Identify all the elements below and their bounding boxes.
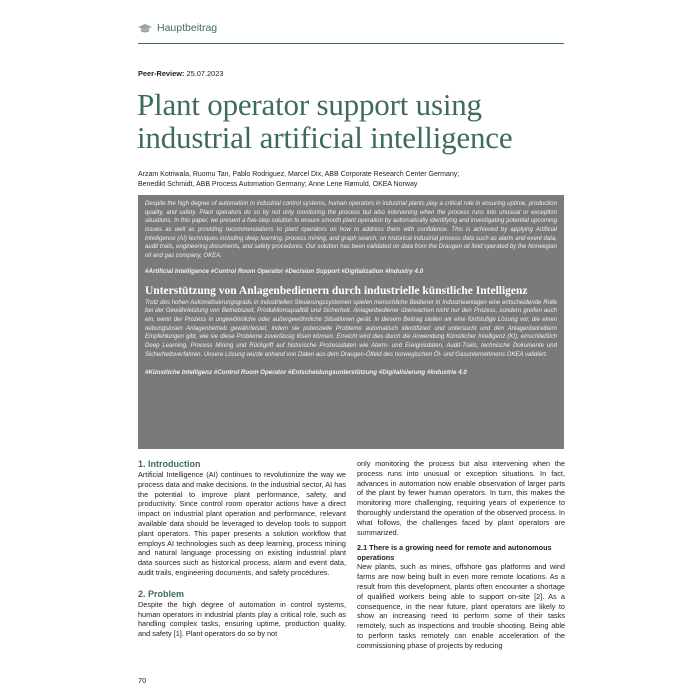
keywords-english: #Artificial Intelligence #Control Room Operator #Decision Support #Digitalization #Industry 4.0 (145, 267, 424, 275)
subsection-text: New plants, such as mines, offshore gas platforms and wind farms are now being built in even more remote locations. As a result from this development, plants often encounter a shortage of qualified workers being able to support on-site [2]. As a consequence, in the near future, plant operators are likely to show an increasing need to perform some of their tasks remotely, such as inspections and trouble shooting. Being able to perform tasks remotely can enable acceleration of the commissioning phase of projects by reducing (357, 562, 565, 650)
peer-review-date: 25.07.2023 (186, 69, 224, 78)
graduation-cap-icon (138, 24, 152, 34)
page-number: 70 (138, 676, 147, 685)
introduction-heading: 1. Introduction (138, 459, 201, 469)
body-column-right (357, 459, 565, 651)
problem-heading: 2. Problem (138, 588, 185, 599)
authors-line-2: Benedikt Schmidt, ABB Process Automation Germany; Anne Lene Rømuld, OKEA Norway (138, 181, 418, 188)
body-column-left (138, 459, 346, 639)
keywords-german: #Künstliche Intelligenz #Control Room Operator #Entscheidungsunterstützung #Digitalisierung #Industrie 4.0 (145, 369, 467, 377)
header-divider (138, 43, 564, 44)
abstract-german-title: Unterstützung von Anlagenbedienern durch industrielle künstliche Intelligenz (145, 284, 528, 297)
authors (138, 170, 564, 190)
section-label: Hauptbeitrag (157, 22, 218, 34)
authors-line-1: Arzam Kotriwala, Ruomu Tan, Pablo Rodriguez, Marcel Dix, ABB Corporate Research Center Germany; (138, 171, 460, 178)
problem-text: Despite the high degree of automation in control systems, human operators in industrial plants play a critical role, such as handling complex tasks, ensuring uptime, production quality, and safety [1]. Plant operators do so by not (138, 599, 346, 639)
introduction-text: Artificial Intelligence (AI) continues to revolutionize the way we process data and make decisions. In the industrial sector, AI has the potential to improve plant performance, safety, and productivity. Since control room operator actions have a direct impact on industrial plant operation and performance, relevant available data should be leveraged to develop tools to support plant operators. This paper presents a solution workflow that employs AI technologies such as deep learning, process mining and natural language processing on existing industrial plant data sources such as historical process, alarm and event data, audit trails, engineering documents, and safety procedures. (138, 470, 346, 577)
article-title (137, 88, 567, 154)
article-title-line-1: Plant operator support using (137, 87, 482, 122)
peer-review-label: Peer-Review: (138, 69, 185, 78)
abstract-english: Despite the high degree of automation in industrial control systems, human operators in industrial plants play a critical role in ensuring uptime, production quality, and safety. Plant operators do so by not only monitoring the process but also intervening when the process runs into unusual or exception situations. In this paper, we present a five-step solution to ensure smooth plant operation by automatically identifying and investigating potential upcoming issues as well as providing recommendations to plant operators on how to address them with confidence. This is achieved by applying Artificial Intelligence (AI) techniques including deep learning, process mining, and graph search, on historical industrial process data such as alarm and event data, audit trails, engineering documents, and safety procedures. Our solution has been validated on data from the Draugen oil field operated by the Norwegian oil and gas company, OKEA. (145, 201, 557, 259)
section-header (138, 20, 564, 42)
abstract-german: Trotz des hohen Automatisierungsgrads in industriellen Steuerungssystemen spielen menschliche Bediener in Industrieanlagen eine entscheidende Rolle bei der Gewährleistung von Betriebszeit, Produktionsqualität und Sicherheit. Anlagenbediener überwachen nicht nur den Prozess, sondern greifen auch ein, wenn der Prozess in ungewöhnliche oder außergewöhnliche Situationen gerät. In diesem Beitrag stellen wir eine fünfstufige Lösung vor, die einen reibungslosen Anlagenbetrieb gewährleistet, indem sie potenzielle Probleme automatisch identifiziert und untersucht und den Anlagenbetreibern Empfehlungen gibt, wie sie diese Probleme zuverlässig lösen können. Erreicht wird dies durch die Anwendung Künstlicher Intelligenz (KI), einschließlich Deep Learning, Process Mining und Rückgriff auf historische Prozessdaten wie Alarm- und Ereignisdaten, Audit-Trails, technische Dokumente und Sicherheitsverfahren. Unsere Lösung wurde anhand von Daten aus dem Draugen-Ölfeld des norwegischen Öl- und Gasunternehmens OKEA validiert. (145, 299, 557, 358)
problem-text-continued: only monitoring the process but also intervening when the process runs into unusual or exception situations. In fact, advances in automation now enable observation of larger parts of the plant by fewer human operators. In turn, this makes the monitoring more challenging, requiring years of experience to thoroughly understand the operation of the observed process. In what follows, the challenges faced by plant operators are summarized. (357, 459, 565, 537)
abstract-box (138, 195, 564, 449)
article-title-line-2: industrial artificial intelligence (137, 120, 513, 155)
subsection-heading: 2.1 There is a growing need for remote and autonomous operations (357, 543, 552, 562)
peer-review-line (138, 69, 223, 78)
